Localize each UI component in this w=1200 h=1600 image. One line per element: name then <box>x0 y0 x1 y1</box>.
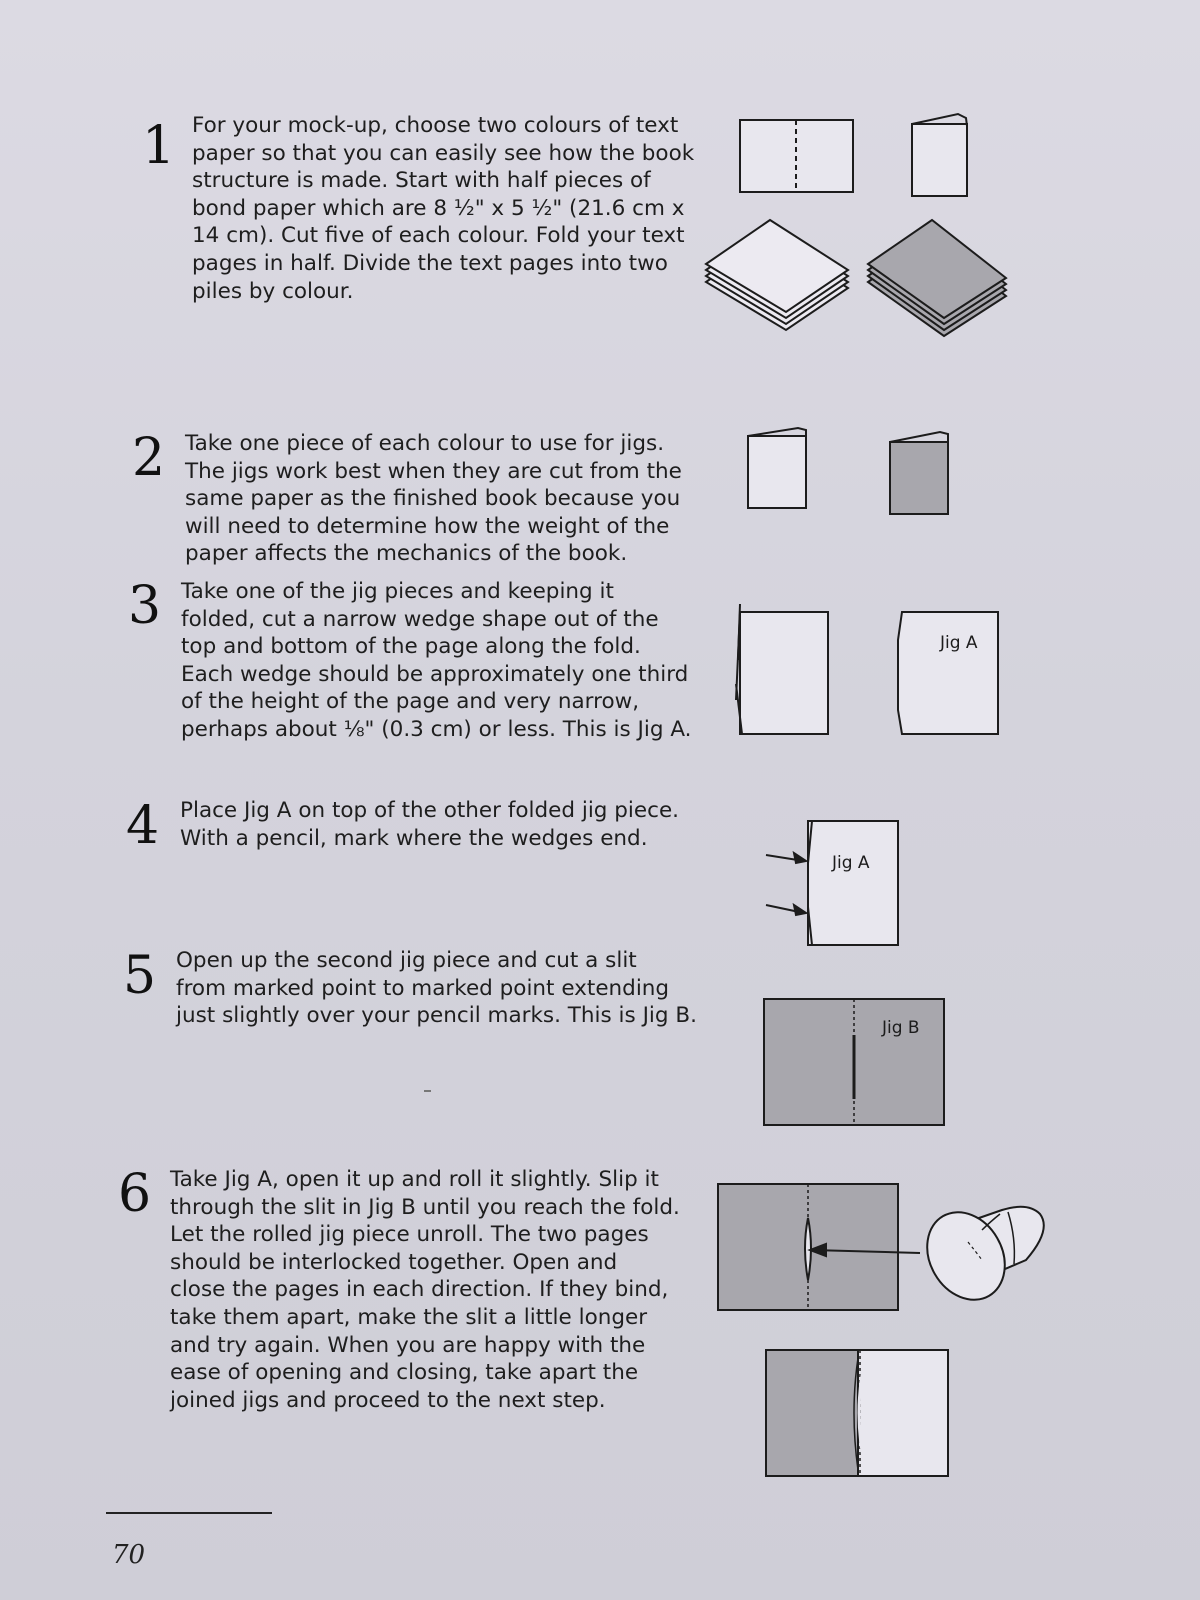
text-line: structure is made. Start with half pieces of <box>192 168 651 194</box>
step-text <box>180 797 679 852</box>
text-line: Let the rolled jig piece unroll. The two pages <box>170 1222 649 1248</box>
jig-a-label: Jig A <box>832 853 870 873</box>
text-line: same paper as the finished book because you <box>185 486 681 512</box>
step-number: 3 <box>128 576 162 636</box>
step-text <box>176 947 697 1030</box>
text-line: Take one piece of each colour to use for jigs. <box>185 431 665 456</box>
text-line: bond paper which are 8 ½" x 5 ½" (21.6 cm x <box>192 195 685 221</box>
text-line: take them apart, make the slit a little longer <box>170 1304 648 1330</box>
text-line: perhaps about ⅛" (0.3 cm) or less. This is Jig A. <box>181 716 692 742</box>
text-line: Each wedge should be approximately one third <box>181 661 689 687</box>
text-line: should be interlocked together. Open and <box>170 1249 618 1275</box>
step-number: 6 <box>118 1164 152 1224</box>
text-line: For your mock-up, choose two colours of text <box>192 113 679 138</box>
text-line: close the pages in each direction. If they bind, <box>170 1277 669 1303</box>
text-line: Open up the second jig piece and cut a slit <box>176 948 637 973</box>
text-line: just slightly over your pencil marks. This is Jig B. <box>176 1003 697 1029</box>
step-3-illustration <box>730 600 1010 740</box>
text-line: from marked point to marked point extending <box>176 975 670 1001</box>
page-number: 70 <box>112 1540 146 1570</box>
step-6-illustration <box>710 1180 1070 1480</box>
jig-b-label: Jig B <box>882 1018 920 1038</box>
text-line: Place Jig A on top of the other folded jig piece. <box>180 798 680 823</box>
text-line: top and bottom of the page along the fold. <box>181 634 641 660</box>
text-line: of the height of the page and very narrow, <box>181 689 640 715</box>
text-line: piles by colour. <box>192 278 354 304</box>
step-text <box>181 578 692 744</box>
text-line: paper so that you can easily see how the book <box>192 140 695 166</box>
text-line: paper affects the mechanics of the book. <box>185 541 628 567</box>
text-line: The jigs work best when they are cut from the <box>185 458 682 484</box>
footer-rule <box>106 1512 272 1514</box>
jig-a-label: Jig A <box>940 633 978 653</box>
step-4-illustration <box>760 815 910 955</box>
step-text <box>185 430 682 568</box>
text-line: and try again. When you are happy with the <box>170 1332 646 1358</box>
print-speck <box>424 1090 431 1092</box>
text-line: will need to determine how the weight of the <box>185 513 670 539</box>
step-number: 2 <box>132 428 166 488</box>
text-line: Take one of the jig pieces and keeping it <box>181 579 614 604</box>
text-line: With a pencil, mark where the wedges end. <box>180 825 648 851</box>
step-number: 1 <box>142 116 176 176</box>
text-line: ease of opening and closing, take apart the <box>170 1360 639 1386</box>
step-text <box>192 112 694 305</box>
text-line: through the slit in Jig B until you reach the fold. <box>170 1194 680 1220</box>
step-2-illustration <box>720 420 980 530</box>
step-number: 5 <box>123 946 157 1006</box>
text-line: Take Jig A, open it up and roll it slightly. Slip it <box>170 1167 659 1192</box>
text-line: pages in half. Divide the text pages into two <box>192 250 668 276</box>
step-number: 4 <box>126 796 160 856</box>
step-text <box>170 1166 680 1414</box>
text-line: 14 cm). Cut five of each colour. Fold your text <box>192 223 685 249</box>
text-line: folded, cut a narrow wedge shape out of the <box>181 606 659 632</box>
step-1-illustration <box>700 100 1040 350</box>
text-line: joined jigs and proceed to the next step. <box>170 1387 606 1413</box>
step-5-illustration <box>760 995 950 1130</box>
